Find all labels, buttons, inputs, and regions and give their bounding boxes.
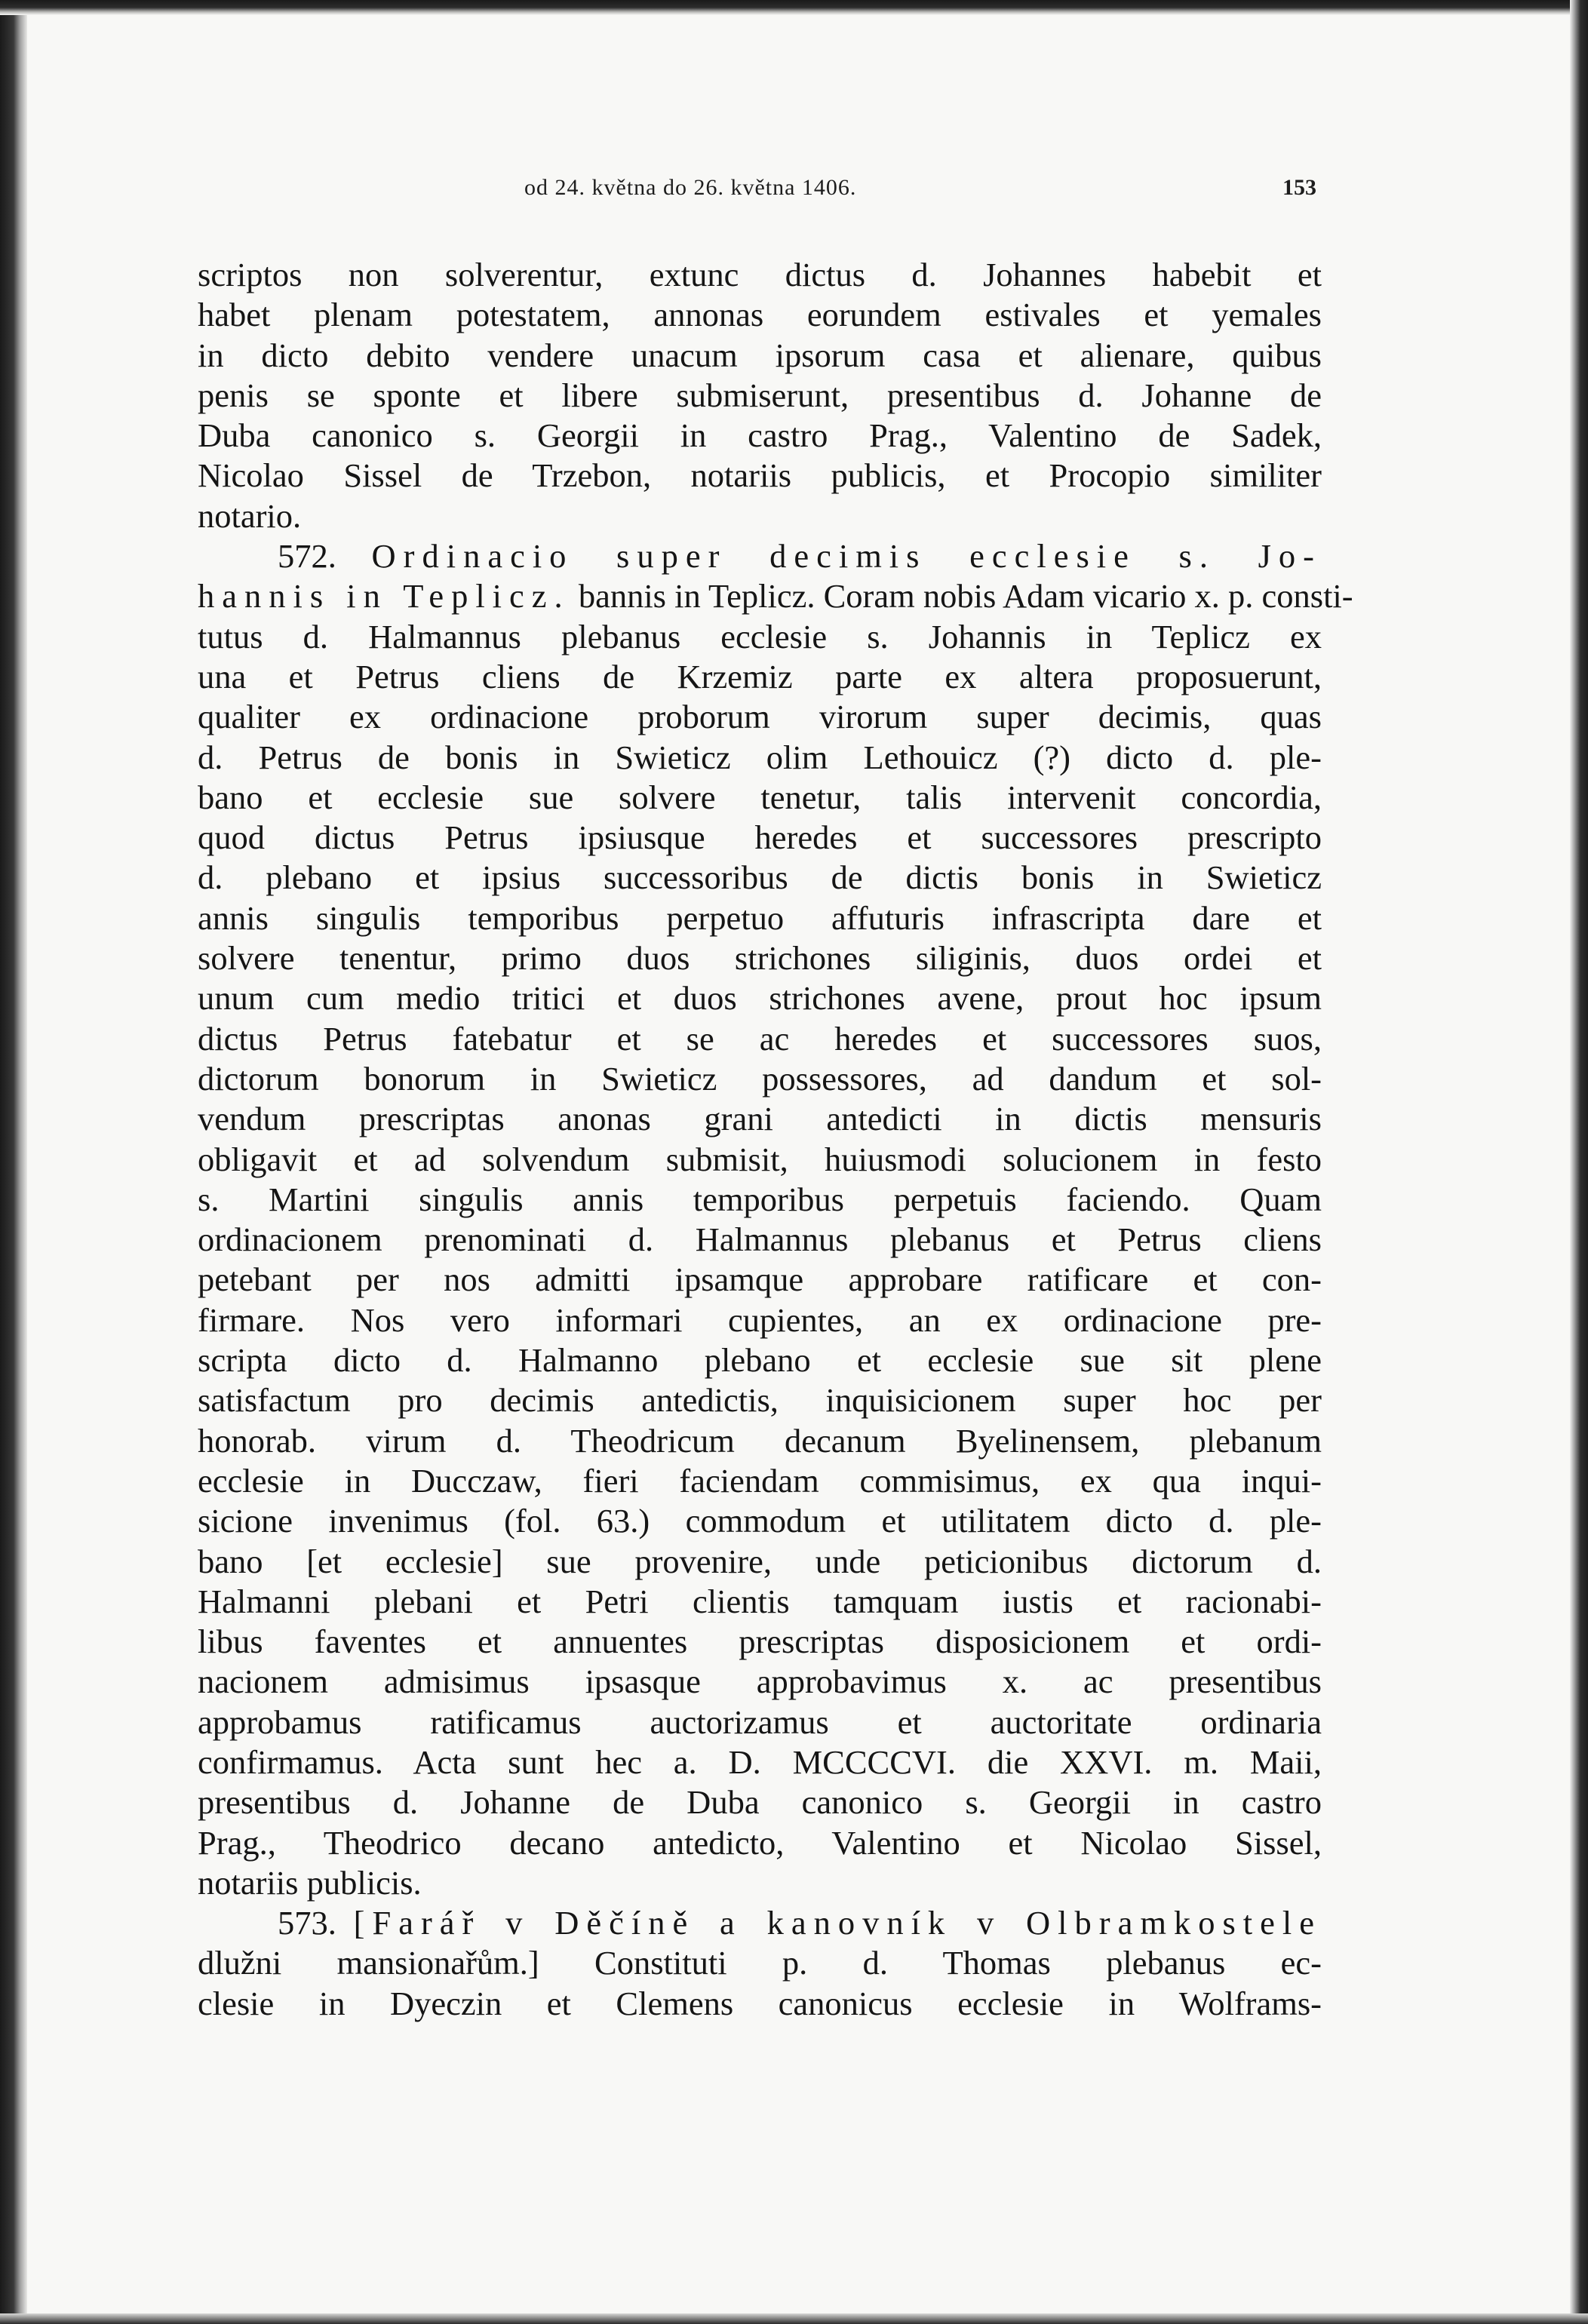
text-line: solvere tenentur, primo duos strichones siliginis, duos ordei et <box>198 939 1322 978</box>
text-line: scriptos non solverentur, extunc dictus d. Johannes habebit et <box>198 256 1322 293</box>
text-line: notario. <box>198 496 302 535</box>
entry-572-title-continued <box>198 576 1353 616</box>
text-line: bano et ecclesie sue solvere tenetur, talis intervenit concordia, <box>198 778 1322 816</box>
text-line: vendum prescriptas anonas grani antedicti in dictis mensuris <box>198 1100 1322 1138</box>
text-line: dictus Petrus fatebatur et se ac heredes et successores suos, <box>198 1019 1322 1058</box>
text-line: clesie in Dyeczin et Clemens canonicus ecclesie in Wolframs- <box>198 1984 1322 2022</box>
text-line: s. Martini singulis annis temporibus perpetuis faciendo. Quam <box>198 1180 1322 1218</box>
page-number: 153 <box>1282 175 1316 200</box>
entry-572-title-end: hannis in Teplicz. <box>198 577 570 616</box>
text-line: dlužni mansionařům.] Constituti p. d. Thomas plebanus ec- <box>198 1944 1322 1982</box>
scan-top-edge <box>0 0 1588 15</box>
text-line: Halmanni plebani et Petri clientis tamquam iustis et racionabi- <box>198 1582 1322 1620</box>
text-line: d. plebano et ipsius successoribus de dictis bonis in Swieticz <box>198 858 1322 897</box>
text-line: petebant per nos admitti ipsamque approbare ratificare et con- <box>198 1260 1322 1299</box>
text-line: sicione invenimus (fol. 63.) commodum et utilitatem dicto d. ple- <box>198 1502 1322 1540</box>
text-line: scripta dicto d. Halmanno plebano et ecclesie sue sit plene <box>198 1341 1322 1380</box>
text-line: penis se sponte et libere submiserunt, presentibus d. Johanne de <box>198 376 1322 414</box>
text-line: nacionem admisimus ipsasque approbavimus x. ac presentibus <box>198 1662 1322 1701</box>
text-line: dictorum bonorum in Swieticz possessores, ad dandum et sol- <box>198 1059 1322 1098</box>
text-line: tutus d. Halmannus plebanus ecclesie s. Johannis in Teplicz ex <box>198 617 1322 655</box>
document-body <box>198 255 1353 2024</box>
text-line: firmare. Nos vero informari cupientes, an ex ordinacione pre- <box>198 1300 1322 1339</box>
text-line: ecclesie in Ducczaw, fieri faciendam commisimus, ex qua inqui- <box>198 1461 1322 1500</box>
text-line: confirmamus. Acta sunt hec a. D. MCCCCVI. die XXVI. m. Maii, <box>198 1742 1322 1781</box>
entry-572-heading <box>198 536 1322 576</box>
scan-left-edge <box>0 0 27 2324</box>
scan-right-edge <box>1570 0 1588 2324</box>
text-line: qualiter ex ordinacione proborum virorum super decimis, quas <box>198 698 1322 736</box>
text-line: libus faventes et annuentes prescriptas disposicionem et ordi- <box>198 1623 1322 1661</box>
text-line: ordinacionem prenominati d. Halmannus plebanus et Petrus cliens <box>198 1220 1322 1259</box>
text-line: obligavit et ad solvendum submisit, huiusmodi solucionem in festo <box>198 1140 1322 1178</box>
text-line: habet plenam potestatem, annonas eorundem estivales et yemales <box>198 296 1322 334</box>
text-line: unum cum medio tritici et duos strichones avene, prout hoc ipsum <box>198 979 1322 1018</box>
text-line: presentibus d. Johanne de Duba canonico s. Georgii in castro <box>198 1783 1322 1822</box>
entry-573-heading <box>198 1903 1322 1943</box>
entry-572-title: Ordinacio super decimis ecclesie s. Jo- <box>371 537 1322 576</box>
entry-572-number: 572. <box>278 537 336 576</box>
entry-573-number: 573. <box>278 1904 336 1942</box>
text-line: Prag., Theodrico decano antedicto, Valentino et Nicolao Sissel, <box>198 1823 1322 1862</box>
text-line: una et Petrus cliens de Krzemiz parte ex altera proposuerunt, <box>198 657 1322 695</box>
text-line: notariis publicis. <box>198 1863 422 1902</box>
text-line: bannis in Teplicz. Coram nobis Adam vicario x. p. consti- <box>578 577 1353 616</box>
scan-bottom-edge <box>0 2313 1588 2324</box>
text-line: in dicto debito vendere unacum ipsorum casa et alienare, quibus <box>198 336 1322 374</box>
text-line: Nicolao Sissel de Trzebon, notariis publicis, et Procopio similiter <box>198 456 1322 495</box>
text-line: Duba canonico s. Georgii in castro Prag., Valentino de Sadek, <box>198 416 1322 455</box>
text-line: honorab. virum d. Theodricum decanum Byelinensem, plebanum <box>198 1421 1322 1460</box>
entry-573-title: [Farář v Děčíně a kanovník v Olbramkostele <box>353 1904 1322 1942</box>
text-line: satisfactum pro decimis antedictis, inquisicionem super hoc per <box>198 1381 1322 1420</box>
text-line: approbamus ratificamus auctorizamus et auctoritate ordinaria <box>198 1702 1322 1741</box>
text-line: quod dictus Petrus ipsiusque heredes et successores prescripto <box>198 818 1322 857</box>
text-line: bano [et ecclesie] sue provenire, unde peticionibus dictorum d. <box>198 1542 1322 1580</box>
text-line: annis singulis temporibus perpetuo affuturis infrascripta dare et <box>198 898 1322 937</box>
running-header <box>524 175 1316 208</box>
text-line: d. Petrus de bonis in Swieticz olim Lethouicz (?) dicto d. ple- <box>198 738 1322 776</box>
running-title: od 24. května do 26. května 1406. <box>524 175 857 200</box>
